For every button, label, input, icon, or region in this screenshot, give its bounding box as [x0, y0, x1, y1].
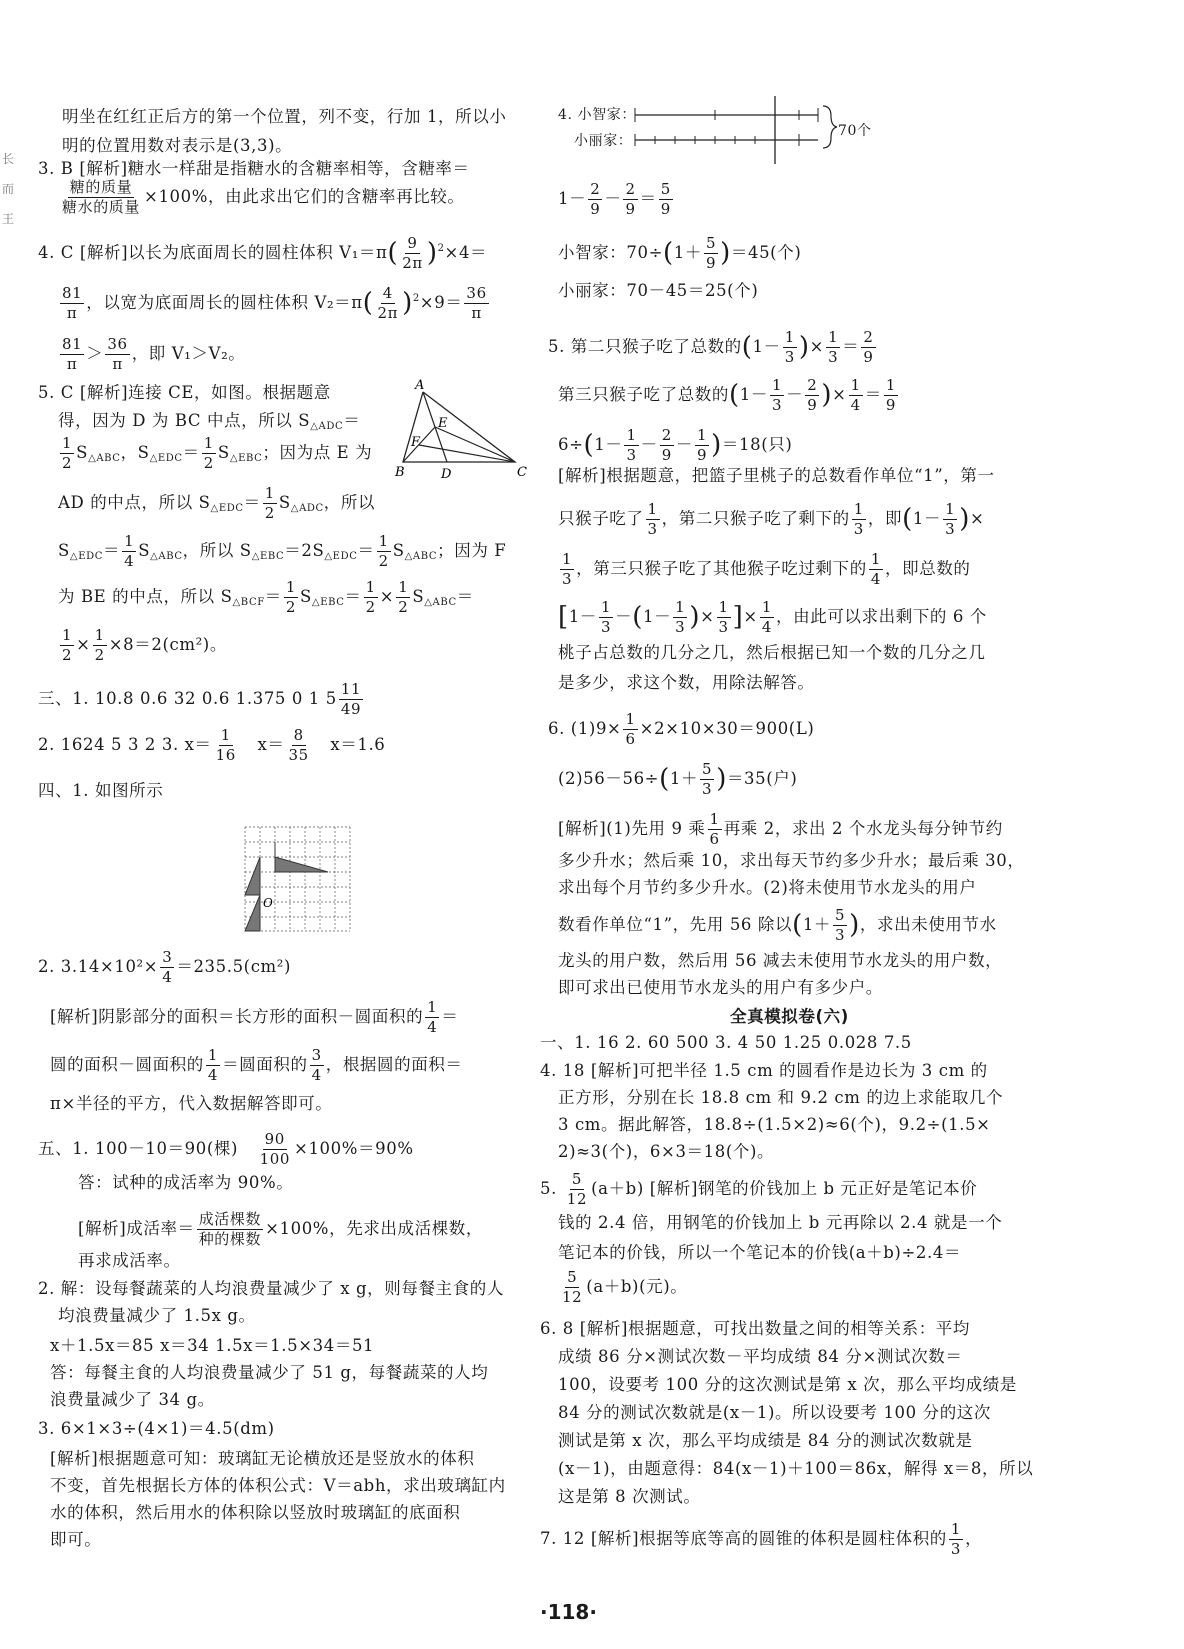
text-line: $\frac{1}{2}$ × $\frac{1}{2}$ ×8＝2(cm²)。 [62, 626, 227, 664]
text-line: (2)56－56÷(1＋ $\frac{5}{3}$ )＝35(户) [558, 760, 798, 798]
text-line: $\frac{81}{\pi}$ ，以宽为底面周长的圆柱体积 V₂＝π( $\frac{4}{2\pi}$ )$^2$×9＝ $\frac{36}{\pi}$ [62, 284, 487, 322]
text-line: $\frac{\text{糖的质量}}{\text{糖水的质量}}$ ×100%，由此求出它们的含糖率再比较。 [62, 178, 465, 216]
text-line: 84 分的测试次数就是(x－1)。所以设要考 100 分的这次 [558, 1403, 992, 1422]
text-line: 4. C [解析]以长为底面周长的圆柱体积 V₁＝π( $\frac{9}{2\pi}$ )$^2$×4＝ [38, 234, 488, 272]
text-line: [解析]阴影部分的面积＝长方形的面积－圆面积的 $\frac{1}{4}$ ＝ [50, 998, 459, 1036]
text-line: 7. 12 [解析]根据等底等高的圆锥的体积是圆柱体积的 $\frac{1}{3}$ ， [540, 1520, 983, 1558]
text-line: 明坐在红红正后方的第一个位置，列不变，行加 1，所以小 [62, 107, 507, 126]
text-line: $\frac{5}{12}$ (a＋b)(元)。 [562, 1268, 688, 1306]
text-line: 4. 小智家： [558, 107, 637, 123]
text-line: 为 BE 的中点，所以 $S_{\triangle BCF}=$ $\frac{1}{2}$ $S_{\triangle EBC}=$ $\frac{1}{2}$ × $\frac{1}{2}$ $S_{\triangle ABC}=$ [58, 578, 474, 616]
text-line: [解析]根据题意可知：玻璃缸无论横放还是竖放水的体积 [50, 1449, 475, 1468]
text-line: 成绩 86 分×测试次数－平均成绩 84 分×测试次数＝ [558, 1347, 963, 1366]
text-line: 正方形，分别在长 18.8 cm 和 9.2 cm 的边上求能取几个 [558, 1088, 1004, 1107]
text-line: 2. 1624 5 3 2 3. x＝ $\frac{1}{16}$ x＝ $\frac{8}{35}$ x＝1.6 [38, 726, 386, 764]
text-line: 不变，首先根据长方体的体积公式：V＝abh，求出玻璃缸内 [50, 1476, 506, 1495]
text-line: 浪费量减少了 34 g。 [50, 1390, 215, 1409]
text-line: 水的体积，然后用水的体积除以竖放时玻璃缸的底面积 [50, 1503, 461, 1522]
margin-mark: 王 [2, 212, 15, 226]
text-line: 均浪费量减少了 1.5x g。 [58, 1306, 256, 1325]
text-line: [解析]成活率＝ $\frac{\text{成活棵数}}{\text{种的棵数}}$ ×100%，先求出成活棵数， [78, 1210, 483, 1248]
text-line: 明的位置用数对表示是(3,3)。 [62, 136, 293, 155]
margin-mark: 长 [2, 152, 15, 166]
svg-text:O: O [263, 896, 273, 910]
brace-label: 70个 [838, 123, 872, 139]
text-line: 桃子占总数的几分之几，然后根据已知一个数的几分之几 [558, 643, 986, 662]
text-line: 一、1. 16 2. 60 500 3. 4 50 1.25 0.028 7.5 [540, 1033, 912, 1052]
text-line: $\frac{1}{3}$ ，第三只猴子吃了其他猴子吃过剩下的 $\frac{1}{4}$ ，即总数的 [562, 550, 971, 588]
text-line: $S_{\triangle EDC}=$ $\frac{1}{4}$ $S_{\triangle ABC}$，所以 $S_{\triangle EBC}=2S_{\triangle EDC}=$ $\frac{1}{2}$ $S_{\triangle ABC}$；因为 F [58, 532, 507, 570]
svg-text:A: A [415, 378, 425, 393]
text-line: 3 cm。据此解答，18.8÷(1.5×2)≈6(个)，9.2÷(1.5× [558, 1115, 991, 1134]
text-line: 答：每餐主食的人均浪费量减少了 51 g，每餐蔬菜的人均 [50, 1363, 489, 1382]
text-line: [解析]根据题意，把篮子里桃子的总数看作单位“1”，第一 [558, 466, 995, 485]
text-line: 2)≈3(个)，6×3＝18(个)。 [558, 1142, 775, 1161]
section-title: 全真模拟卷(六) [730, 1007, 849, 1026]
text-line: π×半径的平方，代入数据解答即可。 [50, 1094, 333, 1113]
text-line: 2. 解：设每餐蔬菜的人均浪费量减少了 x g，则每餐主食的人 [38, 1279, 504, 1298]
text-line: 第三只猴子吃了总数的(1－ $\frac{1}{3}$ － $\frac{2}{9}$ )× $\frac{1}{4}$ ＝ $\frac{1}{9}$ [558, 376, 896, 414]
text-line: 数看作单位“1”，先用 56 除以(1＋ $\frac{5}{3}$ )，求出未使用节水 [558, 906, 997, 944]
svg-text:C: C [517, 465, 527, 480]
text-line: 5. 第二只猴子吃了总数的(1－ $\frac{1}{3}$ )× $\frac{1}{3}$ ＝ $\frac{2}{9}$ [548, 328, 874, 366]
text-line: 圆的面积－圆面积的 $\frac{1}{4}$ ＝圆面积的 $\frac{3}{4}$ ，根据圆的面积＝ [50, 1046, 463, 1084]
text-line: 3. B [解析]糖水一样甜是指糖水的含糖率相等，含糖率＝ [38, 159, 470, 178]
text-line: 多少升水；然后乘 10，求出每天节约多少升水；最后乘 30， [558, 851, 1025, 870]
text-line: [1－ $\frac{1}{3}$ －(1－ $\frac{1}{3}$ )× $\frac{1}{3}$ ]× $\frac{1}{4}$ ，由此可以求出剩下的 6 个 [558, 598, 987, 636]
svg-text:D: D [441, 467, 452, 482]
text-line: 钱的 2.4 倍，用钢笔的价钱加上 b 元再除以 2.4 就是一个 [558, 1213, 1003, 1232]
svg-text:B: B [395, 465, 405, 480]
text-line: 3. 6×1×3÷(4×1)＝4.5(dm) [38, 1419, 275, 1438]
text-line: 100，设要考 100 分的这次测试是第 x 次，那么平均成绩是 [558, 1375, 1017, 1394]
text-line: 再求成活率。 [78, 1251, 181, 1270]
text-line: 即可。 [50, 1530, 102, 1549]
svg-text:F: F [411, 435, 421, 450]
text-line: 四、1. 如图所示 [38, 781, 164, 800]
text-line: (x－1)，由题意得：84(x－1)＋100＝86x，解得 x＝8，所以 [558, 1459, 1034, 1478]
triangle-diagram [395, 380, 525, 490]
text-line: 这是第 8 次测试。 [558, 1487, 701, 1506]
page-number: ·118· [540, 1600, 597, 1624]
text-line: 5. $\frac{5}{12}$ (a＋b) [解析]钢笔的价钱加上 b 元正好是笔记本价 [540, 1170, 978, 1208]
text-line: 测试是第 x 次，那么平均成绩是 84 分的测试次数就是 [558, 1431, 973, 1450]
text-line: 答：试种的成活率为 90%。 [78, 1173, 294, 1192]
text-line: 求出每个月节约多少升水。(2)将未使用节水龙头的用户 [558, 878, 977, 897]
text-line: 龙头的用户数，然后用 56 减去未使用节水龙头的用户数， [558, 951, 1003, 970]
text-line: 5. C [解析]连接 CE，如图。根据题意 [38, 383, 331, 402]
text-line: x＋1.5x＝85 x＝34 1.5x＝1.5×34＝51 [50, 1336, 375, 1355]
text-line: 4. 18 [解析]可把半径 1.5 cm 的圆看作是边长为 3 cm 的 [540, 1061, 988, 1080]
text-line: 是多少，求这个数，用除法解答。 [558, 673, 815, 692]
text-line: 小丽家： [574, 133, 633, 149]
margin-mark: 而 [2, 182, 15, 196]
text-line: AD 的中点，所以 $S_{\triangle EDC}=$ $\frac{1}{2}$ $S_{\triangle ADC}$，所以 [58, 484, 376, 522]
text-line: 小丽家：70－45＝25(个) [558, 281, 759, 300]
text-line: 三、1. 10.8 0.6 32 0.6 1.375 0 1 5 $\frac{11}{49}$ [38, 680, 362, 718]
text-line: 2. 3.14×10²× $\frac{3}{4}$ ＝235.5(cm²) [38, 948, 292, 986]
svg-text:E: E [438, 416, 448, 431]
text-line: 只猴子吃了 $\frac{1}{3}$ ，第二只猴子吃了剩下的 $\frac{1}{3}$ ，即(1－ $\frac{1}{3}$ )× [558, 500, 985, 538]
text-line: 6. (1)9× $\frac{1}{6}$ ×2×10×30＝900(L) [548, 710, 815, 748]
grid-figure [245, 827, 357, 935]
text-line: 五、1. 100－10＝90(棵) $\frac{90}{100}$ ×100%＝90% [38, 1130, 414, 1168]
text-line: 6. 8 [解析]根据题意，可找出数量之间的相等关系：平均 [540, 1319, 971, 1338]
text-line: 1－ $\frac{2}{9}$ － $\frac{2}{9}$ ＝ $\frac{5}{9}$ [558, 180, 671, 218]
text-line: 小智家：70÷(1＋ $\frac{5}{9}$ )＝45(个) [558, 234, 802, 272]
text-line: 即可求出已使用节水龙头的用户有多少户。 [558, 978, 883, 997]
text-line: [解析](1)先用 9 乘 $\frac{1}{6}$ 再乘 2，求出 2 个水龙头每分钟节约 [558, 810, 1003, 848]
text-line: 6÷(1－ $\frac{1}{3}$ － $\frac{2}{9}$ － $\frac{1}{9}$ )＝18(只) [558, 426, 793, 464]
text-line: $\frac{1}{2}$ $S_{\triangle ABC}$，$S_{\triangle EDC}=$ $\frac{1}{2}$ $S_{\triangle EBC}$；因为点 E 为 [62, 434, 373, 472]
text-line: $\frac{81}{\pi}$ ＞ $\frac{36}{\pi}$ ，即 V₁＞V₂。 [62, 335, 246, 373]
text-line: 笔记本的价钱，所以一个笔记本的价钱(a＋b)÷2.4＝ [558, 1243, 962, 1262]
text-line: 得，因为 D 为 BC 中点，所以 $S_{\triangle ADC}=$ [58, 411, 361, 432]
